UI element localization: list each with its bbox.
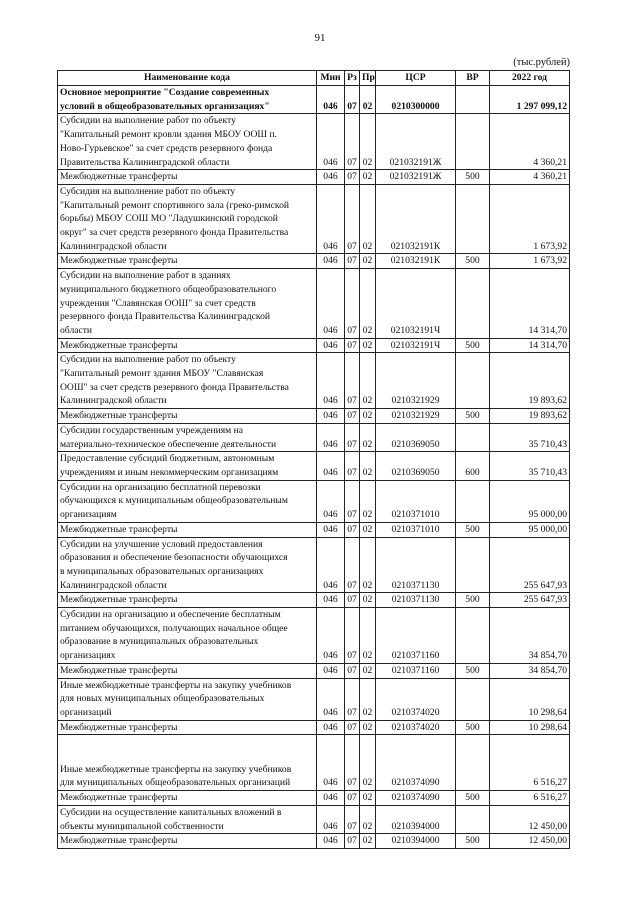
cell-vr (456, 353, 490, 409)
cell-pr: 02 (360, 678, 376, 720)
cell-name: Межбюджетные трансферты (58, 663, 317, 678)
cell-name: Основное мероприятие "Создание современных условий в общеобразовательных организациях" (58, 86, 317, 114)
cell-name: Субсидии на выполнение работ по объекту "Капитальный ремонт здания МБОУ "Славянская ООШ" за счет средств резервного фонда Правительства Калининградской области (58, 353, 317, 409)
cell-rz: 07 (345, 608, 360, 664)
cell-csr: 0210371010 (376, 522, 456, 537)
cell-amount: 255 647,93 (490, 593, 570, 608)
cell-vr (456, 805, 490, 833)
cell-amount: 95 000,00 (490, 522, 570, 537)
cell-rz: 07 (345, 805, 360, 833)
cell-amount: 35 710,43 (490, 452, 570, 480)
table-row (58, 678, 570, 720)
cell-rz: 07 (345, 791, 360, 806)
cell-min: 046 (317, 338, 345, 353)
cell-csr: 0210374020 (376, 720, 456, 735)
table-row (58, 805, 570, 833)
cell-name: Предоставление субсидий бюджетным, автономным учреждениям и иным некоммерческим организациям (58, 452, 317, 480)
cell-rz: 07 (345, 593, 360, 608)
cell-amount: 34 854,70 (490, 608, 570, 664)
cell-vr (456, 480, 490, 522)
cell-amount: 255 647,93 (490, 537, 570, 593)
cell-amount: 6 516,27 (490, 735, 570, 791)
cell-csr: 0210394000 (376, 805, 456, 833)
cell-rz: 07 (345, 409, 360, 424)
cell-min: 046 (317, 791, 345, 806)
table-row (58, 608, 570, 664)
cell-name: Субсидии на выполнение работ по объекту "Капитальный ремонт кровли здания МБОУ ООШ п. Ново-Гурьевское" за счет средств резервного фонда Правительства Калининградской области (58, 114, 317, 170)
cell-name: Субсидии на осуществление капитальных вложений в объекты муниципальной собственности (58, 805, 317, 833)
cell-min: 046 (317, 805, 345, 833)
cell-name: Межбюджетные трансферты (58, 791, 317, 806)
cell-csr: 021032191К (376, 184, 456, 254)
cell-min: 046 (317, 353, 345, 409)
cell-min: 046 (317, 678, 345, 720)
cell-amount: 4 360,21 (490, 114, 570, 170)
cell-rz: 07 (345, 663, 360, 678)
header-row (58, 71, 570, 86)
cell-csr: 0210369050 (376, 423, 456, 451)
cell-vr (456, 269, 490, 339)
cell-min: 046 (317, 608, 345, 664)
cell-rz: 07 (345, 269, 360, 339)
cell-name: Субсидии государственным учреждениям на материально-техническое обеспечение деятельности (58, 423, 317, 451)
cell-rz: 07 (345, 720, 360, 735)
cell-csr: 0210369050 (376, 452, 456, 480)
cell-csr: 0210394000 (376, 834, 456, 849)
table-row (58, 254, 570, 269)
cell-amount: 1 673,92 (490, 184, 570, 254)
cell-csr: 021032191Ч (376, 269, 456, 339)
cell-csr: 0210374090 (376, 735, 456, 791)
table-row (58, 537, 570, 593)
cell-pr: 02 (360, 423, 376, 451)
col-header-min: Мин (317, 71, 345, 86)
cell-pr: 02 (360, 522, 376, 537)
cell-pr: 02 (360, 593, 376, 608)
cell-min: 046 (317, 480, 345, 522)
cell-name: Субсидии на организацию бесплатной перевозки обучающихся к муниципальным общеобразовательным организациям (58, 480, 317, 522)
cell-vr: 500 (456, 170, 490, 185)
table-row (58, 353, 570, 409)
cell-vr: 500 (456, 522, 490, 537)
cell-vr: 500 (456, 254, 490, 269)
cell-min: 046 (317, 184, 345, 254)
cell-vr: 500 (456, 338, 490, 353)
col-header-year: 2022 год (490, 71, 570, 86)
cell-amount: 35 710,43 (490, 423, 570, 451)
cell-csr: 0210371130 (376, 593, 456, 608)
cell-pr: 02 (360, 791, 376, 806)
cell-amount: 34 854,70 (490, 663, 570, 678)
cell-rz: 07 (345, 353, 360, 409)
cell-csr: 0210374020 (376, 678, 456, 720)
cell-name: Иные межбюджетные трансферты на закупку учебников для муниципальных общеобразовательных организаций (58, 735, 317, 791)
cell-rz: 07 (345, 184, 360, 254)
cell-rz: 07 (345, 170, 360, 185)
cell-pr: 02 (360, 805, 376, 833)
cell-amount: 12 450,00 (490, 805, 570, 833)
table-row (58, 791, 570, 806)
cell-pr: 02 (360, 86, 376, 114)
cell-vr (456, 86, 490, 114)
cell-pr: 02 (360, 114, 376, 170)
cell-rz: 07 (345, 114, 360, 170)
table-row (58, 269, 570, 339)
cell-min: 046 (317, 720, 345, 735)
table-row (58, 720, 570, 735)
cell-pr: 02 (360, 338, 376, 353)
cell-csr: 0210321929 (376, 353, 456, 409)
cell-rz: 07 (345, 480, 360, 522)
cell-min: 046 (317, 114, 345, 170)
cell-csr: 021032191Ж (376, 114, 456, 170)
cell-min: 046 (317, 537, 345, 593)
table-row (58, 480, 570, 522)
cell-csr: 0210371160 (376, 608, 456, 664)
cell-vr (456, 537, 490, 593)
table-row (58, 735, 570, 791)
cell-amount: 6 516,27 (490, 791, 570, 806)
cell-min: 046 (317, 269, 345, 339)
cell-min: 046 (317, 735, 345, 791)
cell-name: Межбюджетные трансферты (58, 593, 317, 608)
cell-amount: 10 298,64 (490, 720, 570, 735)
cell-vr: 500 (456, 593, 490, 608)
cell-rz: 07 (345, 678, 360, 720)
table-row (58, 452, 570, 480)
cell-vr: 500 (456, 720, 490, 735)
cell-rz: 07 (345, 452, 360, 480)
cell-pr: 02 (360, 409, 376, 424)
table-row (58, 338, 570, 353)
unit-note: (тыс.рублей) (513, 57, 570, 68)
cell-min: 046 (317, 423, 345, 451)
cell-amount: 14 314,70 (490, 338, 570, 353)
cell-min: 046 (317, 663, 345, 678)
budget-table (57, 70, 570, 849)
cell-vr: 600 (456, 452, 490, 480)
cell-min: 046 (317, 86, 345, 114)
col-header-csr: ЦСР (376, 71, 456, 86)
cell-pr: 02 (360, 537, 376, 593)
cell-amount: 1 673,92 (490, 254, 570, 269)
cell-vr (456, 423, 490, 451)
table-row (58, 114, 570, 170)
cell-name: Субсидии на выполнение работ в зданиях муниципального бюджетного общеобразовательного учреждения "Славянская ООШ" за счет средств резервного фонда Правительства Калининградской области (58, 269, 317, 339)
cell-pr: 02 (360, 480, 376, 522)
table-row (58, 663, 570, 678)
cell-vr: 500 (456, 663, 490, 678)
table-row (58, 409, 570, 424)
table-row (58, 170, 570, 185)
cell-amount: 1 297 099,12 (490, 86, 570, 114)
cell-csr: 0210374090 (376, 791, 456, 806)
cell-pr: 02 (360, 608, 376, 664)
cell-amount: 4 360,21 (490, 170, 570, 185)
col-header-vr: ВР (456, 71, 490, 86)
cell-rz: 07 (345, 537, 360, 593)
cell-amount: 19 893,62 (490, 409, 570, 424)
cell-vr: 500 (456, 409, 490, 424)
cell-rz: 07 (345, 86, 360, 114)
cell-pr: 02 (360, 254, 376, 269)
cell-rz: 07 (345, 735, 360, 791)
cell-min: 046 (317, 409, 345, 424)
cell-csr: 021032191Ч (376, 338, 456, 353)
cell-csr: 021032191К (376, 254, 456, 269)
cell-name: Иные межбюджетные трансферты на закупку учебников для новых муниципальных общеобразовательных организаций (58, 678, 317, 720)
cell-pr: 02 (360, 184, 376, 254)
table-row (58, 86, 570, 114)
cell-name: Субсидии на улучшение условий предоставления образования и обеспечение безопасности обучающихся в муниципальных образовательных организациях Калининградской области (58, 537, 317, 593)
cell-name: Субсидия на выполнение работ по объекту "Капитальный ремонт спортивного зала (греко-римской борьбы) МБОУ СОШ МО "Ладушкинский городской округ" за счет средств резервного фонда Правительства Калининградской области (58, 184, 317, 254)
cell-vr (456, 608, 490, 664)
cell-csr: 021032191Ж (376, 170, 456, 185)
cell-rz: 07 (345, 834, 360, 849)
cell-pr: 02 (360, 269, 376, 339)
cell-min: 046 (317, 452, 345, 480)
cell-name: Межбюджетные трансферты (58, 338, 317, 353)
cell-rz: 07 (345, 522, 360, 537)
cell-name: Субсидии на организацию и обеспечение бесплатным питанием обучающихся, получающих начальное общее образование в муниципальных образовательных организациях (58, 608, 317, 664)
cell-name: Межбюджетные трансферты (58, 720, 317, 735)
col-header-rz: Рз (345, 71, 360, 86)
cell-vr: 500 (456, 834, 490, 849)
cell-pr: 02 (360, 834, 376, 849)
cell-vr (456, 114, 490, 170)
cell-csr: 0210371010 (376, 480, 456, 522)
cell-min: 046 (317, 170, 345, 185)
cell-name: Межбюджетные трансферты (58, 170, 317, 185)
cell-pr: 02 (360, 663, 376, 678)
cell-pr: 02 (360, 170, 376, 185)
cell-min: 046 (317, 834, 345, 849)
cell-vr (456, 678, 490, 720)
cell-vr: 500 (456, 791, 490, 806)
cell-min: 046 (317, 254, 345, 269)
cell-name: Межбюджетные трансферты (58, 409, 317, 424)
cell-rz: 07 (345, 423, 360, 451)
page-number: 91 (314, 32, 326, 44)
table-row (58, 834, 570, 849)
cell-min: 046 (317, 522, 345, 537)
cell-amount: 14 314,70 (490, 269, 570, 339)
cell-pr: 02 (360, 735, 376, 791)
table-row (58, 522, 570, 537)
cell-csr: 0210300000 (376, 86, 456, 114)
cell-pr: 02 (360, 452, 376, 480)
cell-amount: 10 298,64 (490, 678, 570, 720)
cell-pr: 02 (360, 720, 376, 735)
col-header-name: Наименование кода (58, 71, 317, 86)
cell-name: Межбюджетные трансферты (58, 834, 317, 849)
cell-rz: 07 (345, 338, 360, 353)
cell-name: Межбюджетные трансферты (58, 522, 317, 537)
cell-vr (456, 184, 490, 254)
cell-pr: 02 (360, 353, 376, 409)
table-row (58, 423, 570, 451)
cell-vr (456, 735, 490, 791)
cell-csr: 0210371160 (376, 663, 456, 678)
cell-name: Межбюджетные трансферты (58, 254, 317, 269)
cell-min: 046 (317, 593, 345, 608)
cell-csr: 0210321929 (376, 409, 456, 424)
cell-amount: 19 893,62 (490, 353, 570, 409)
cell-amount: 95 000,00 (490, 480, 570, 522)
cell-amount: 12 450,00 (490, 834, 570, 849)
table-row (58, 184, 570, 254)
col-header-pr: Пр (360, 71, 376, 86)
table-row (58, 593, 570, 608)
cell-csr: 0210371130 (376, 537, 456, 593)
cell-rz: 07 (345, 254, 360, 269)
